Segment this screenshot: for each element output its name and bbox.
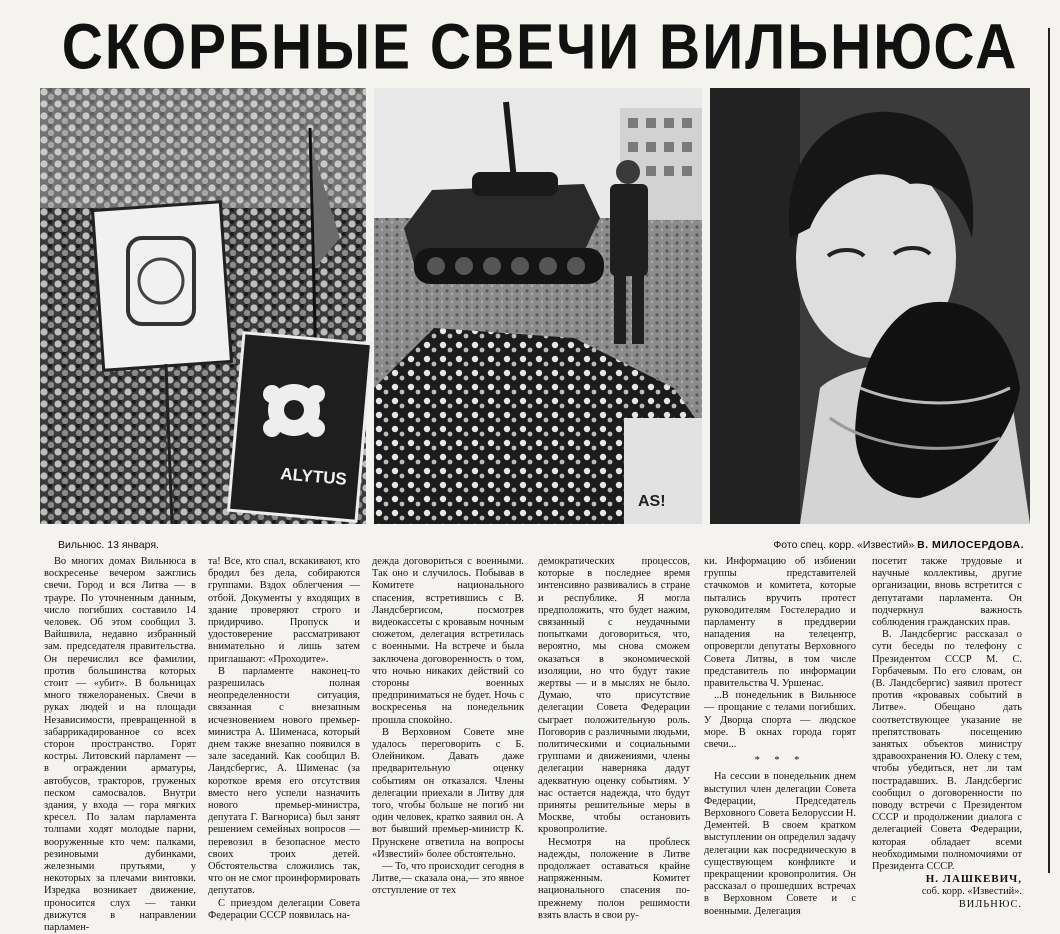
paragraph: та! Все, кто спал, вскакивают, кто бродил без дела, собираются группами. Вздох облегчения — отбой. Документы у входящих в здание проверяют строго и придирчиво. Пропуск и удостоверение рассматривают внимательно и лишь затем приглашают: «Проходите».	[208, 556, 360, 665]
article-column-3	[372, 556, 524, 897]
paragraph: С приездом делегации Совета Федерации СССР появилась на-	[208, 897, 360, 921]
paragraph: посетит также трудовые и научные коллективы, другие организации, вновь встретится с депутатами парламента. Он подчеркнул важность соблюдения гражданских прав.	[872, 556, 1022, 629]
paragraph: В. Ландсбергис рассказал о сути беседы по телефону с Президентом СССР М. С. Горбачевым. По его словам, он (В. Ландсбергис) заявил протест против «кровавых событий в Литве». Обещано дать соответствующее указание не препятствовать посещению занятых объектов министру здравоохранения Ю. Олеку с тем, чтобы убедиться, нет ли там пострадавших. В. Ландсбергис сообщил о договоренности по поводу встречи с Президентом СССР и продолжении диалога с делегацией Совета Федерации, которая обладает всеми необходимыми полномочиями от Президента СССР.	[872, 629, 1022, 873]
author-name: Н. ЛАШКЕВИЧ,	[925, 873, 1022, 886]
author-role: соб. корр. «Известий».	[921, 886, 1022, 898]
article-column-2	[208, 556, 360, 921]
banner-text: ALYTUS	[279, 464, 348, 489]
photo-credit-prefix: Фото спец. корр. «Известий»	[773, 539, 915, 551]
photo-grieving-woman	[710, 88, 1030, 524]
paragraph: В Верховном Совете мне удалось переговорить с Б. Олейником. Давать даже предварительную оценку событиям он отказался. Члены делегации приехали в Литву для того, чтобы больше не погиб ни один человек, кратко заявил он. А вот бывший премьер-министр К. Прунскене ответила на вопросы «Известий» более обстоятельно.	[372, 726, 524, 860]
paragraph: На сессии в понедельник днем выступил член делегации Совета Федерации, Председатель Верховного Совета Белоруссии Н. Дементей. В своем кратком выступлении он определил задачу делегации как посредническую в существующем конфликте и прекращении кровопролития. Он рассказал о прошедших встречах в Верховном Совете и с военными. Делегация	[704, 771, 856, 917]
page-edge-rule	[1048, 28, 1054, 873]
sign-fragment: AS!	[638, 493, 666, 510]
article-column-5	[704, 556, 856, 917]
paragraph: демократических процессов, которые в последнее время интенсивно развивались в стране и республике. Я могла предположить, что будет нажим, связанный с неудачными попытками договориться, что, вероятно, мы снова сможем оказаться в экономической изоляции, но что будут такие жертвы — и в мыслях не было. Думаю, что присутствие делегации Совета Федерации сыграет положительную роль. Поговорив с различными людьми, политическими и социальными группами и движениями, члены делегации наверняка дадут адекватную оценку событиям. У нас остается надежда, что будут приняты решительные меры в Москве, чтобы остановить кровопролитие.	[538, 556, 690, 836]
photo-armored-vehicle	[374, 88, 702, 524]
paragraph: Во многих домах Вильнюса в воскресенье вечером зажглись свечи. Город и вся Литва — в трауре. По уточненным данным, число погибших составило 14 человек. Об этом сообщил З. Вайшвила, недавно избранный зам. председателя правительства. Он перечислил все фамилии, против большинства которых стоит — «убит». В больницах много тяжелораненых. Свечи в руках людей и на площади Независимости, превращенной в забаррикадированное со всех сторон пространство. Горят костры. Литовский парламент — в ограждении арматуры, автобусов, тракторов, груженых песком самосвалов. Внутри здания, у входа — гора мягких кресел. По залам парламента толпами ходят молодые парни, вооруженные кто чем: палками, резиновыми дубинками, железными прутьями, у некоторых за плечами винтовки. Изредка возникает движение, проносится слух — танки движутся в направлении парламен-	[44, 556, 196, 934]
paragraph: ки. Информацию об избиении группы представителей стачкомов и комитета, которые пытались вручить протест руководителям Гостелерадио и парламенту в преддверии нападения на телецентр, опровергли депутаты Верховного Совета Литвы, в том числе представитель по информации правительства Ч. Уршенас.	[704, 556, 856, 690]
author-signature	[872, 873, 1022, 911]
headline: СКОРБНЫЕ СВЕЧИ ВИЛЬНЮСА	[61, 11, 1019, 83]
paragraph: Несмотря на проблеск надежды, положение в Литве продолжает оставаться крайне напряженным. Комитет национального спасения по-прежнему полон решимости взять власть в свои ру-	[538, 836, 690, 921]
photo-credit	[773, 538, 1024, 552]
photo-credit-name: В. МИЛОСЕРДОВА.	[917, 539, 1024, 551]
article-column-4	[538, 556, 690, 921]
paragraph: — То, что происходит сегодня в Литве,— сказала она,— это явное отступление от тех	[372, 861, 524, 897]
article-column-1	[44, 556, 196, 934]
article-column-6	[872, 556, 1022, 910]
photo-crowd-with-banners	[40, 88, 366, 524]
paragraph: дежда договориться с военными. Так оно и случилось. Побывав в Комитете национального спасения, встретившись с В. Ландсбергисом, посмотрев видеокассеты с кровавым ночным сюжетом, делегация встретилась с военными. На встрече и была заключена договоренность о том, что ночью никаких действий со стороны военных предприниматься не будет. Ночь с воскресенья на понедельник прошла спокойно.	[372, 556, 524, 726]
paragraph: В парламенте наконец-то разрешилась полная неопределенности ситуация, связанная с внезапным исчезновением нового премьер-министра А. Шименаса, который днем также внезапно появился в зале заседаний. Как сообщил В. Ландсбергис, А. Шименас (за короткое время его отсутствия вместо него успели назначить нового премьер-министра, депутата Г. Вагнориса) был занят решением семейных вопросов — перевозил в безопасное место своих троих детей. Обстоятельства сложились так, что он не смог проинформировать депутатов.	[208, 665, 360, 897]
author-city: ВИЛЬНЮС.	[958, 898, 1022, 910]
section-separator: * * *	[754, 755, 806, 767]
paragraph: ...В понедельник в Вильнюсе — прощание с телами погибших. У Дворца спорта — людское море. В окнах города горят свечи...	[704, 690, 856, 751]
caption-place-date: Вильнюс. 13 января.	[58, 539, 159, 551]
